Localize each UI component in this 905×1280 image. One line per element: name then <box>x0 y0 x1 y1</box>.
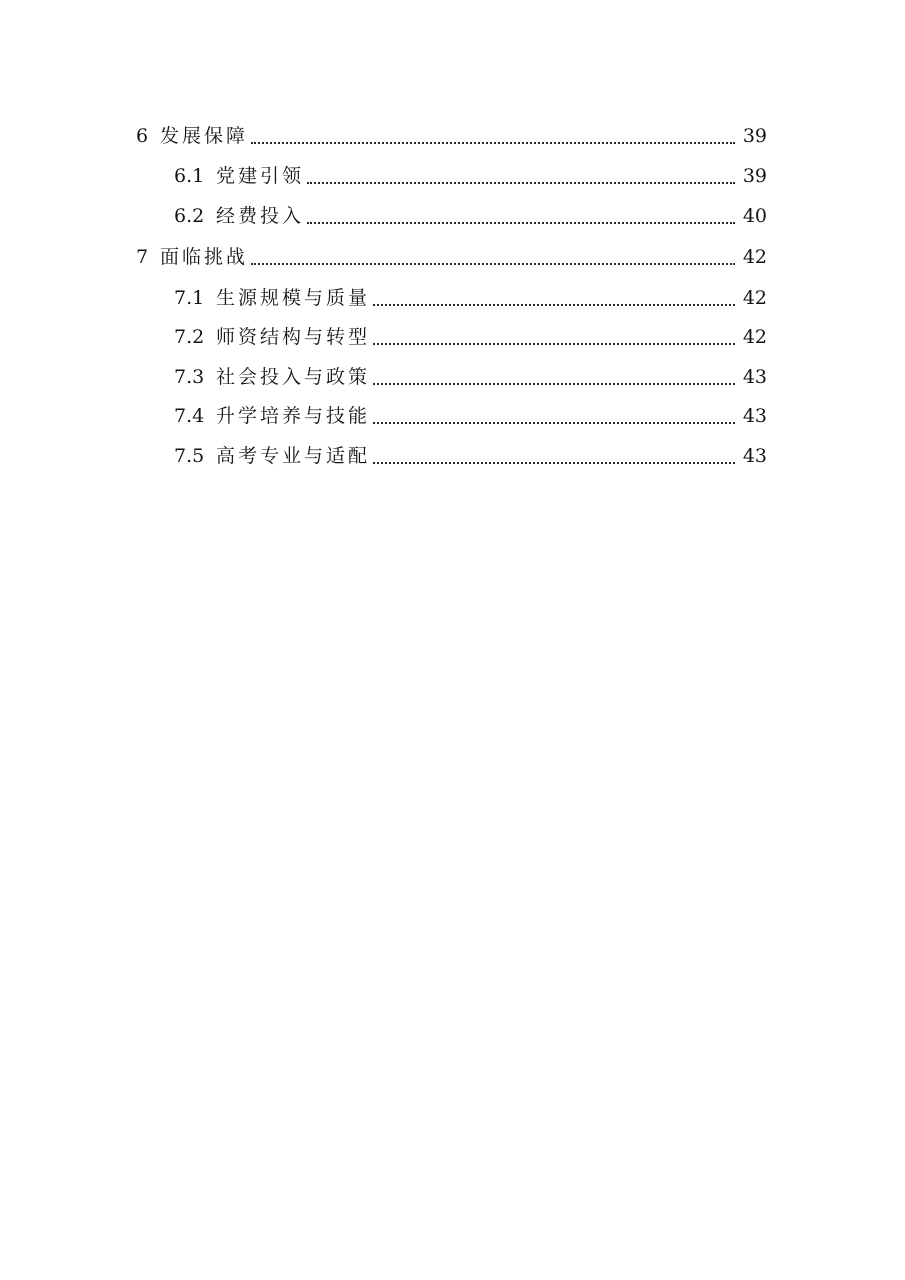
toc-section-title: 师资结构与转型 <box>216 326 371 348</box>
toc-section-number: 6.1 <box>174 165 205 187</box>
toc-section-number: 7.1 <box>174 287 205 309</box>
dot-leader <box>251 263 735 265</box>
toc-page-number: 43 <box>742 405 767 427</box>
toc-entry-6-2[interactable] <box>0 200 905 232</box>
toc-section-number: 7.5 <box>174 445 205 467</box>
toc-section-number: 6 <box>136 125 149 147</box>
dot-leader <box>373 343 735 345</box>
toc-entry-7-3[interactable] <box>0 361 905 393</box>
toc-entry-7-5[interactable] <box>0 440 905 472</box>
toc-section-number: 6.2 <box>174 205 205 227</box>
toc-section-title: 发展保障 <box>160 125 249 147</box>
toc-page-number: 42 <box>742 246 767 268</box>
toc-section-number: 7 <box>136 246 149 268</box>
toc-section-title: 升学培养与技能 <box>216 405 371 427</box>
toc-page-number: 43 <box>742 445 767 467</box>
toc-entry-7-2[interactable] <box>0 321 905 353</box>
dot-leader <box>373 422 735 424</box>
toc-page-number: 39 <box>742 165 767 187</box>
toc-section-title: 生源规模与质量 <box>216 287 371 309</box>
toc-page-number: 42 <box>742 287 767 309</box>
toc-section-number: 7.4 <box>174 405 205 427</box>
toc-section-title: 面临挑战 <box>160 246 249 268</box>
toc-entry-7-1[interactable] <box>0 282 905 314</box>
dot-leader <box>307 182 735 184</box>
dot-leader <box>307 222 735 224</box>
toc-entry-6-1[interactable] <box>0 160 905 192</box>
dot-leader <box>251 142 735 144</box>
toc-section-number: 7.3 <box>174 366 205 388</box>
toc-page-number: 42 <box>742 326 767 348</box>
toc-page-number: 39 <box>742 125 767 147</box>
toc-page-number: 43 <box>742 366 767 388</box>
toc-entry-6[interactable] <box>0 120 905 152</box>
toc-page-number: 40 <box>742 205 767 227</box>
toc-section-number: 7.2 <box>174 326 205 348</box>
toc-entry-7[interactable] <box>0 241 905 273</box>
dot-leader <box>373 462 735 464</box>
toc-entry-7-4[interactable] <box>0 400 905 432</box>
dot-leader <box>373 304 735 306</box>
toc-section-title: 社会投入与政策 <box>216 366 371 388</box>
dot-leader <box>373 383 735 385</box>
toc-section-title: 经费投入 <box>216 205 305 227</box>
toc-section-title: 高考专业与适配 <box>216 445 371 467</box>
toc-section-title: 党建引领 <box>216 165 305 187</box>
